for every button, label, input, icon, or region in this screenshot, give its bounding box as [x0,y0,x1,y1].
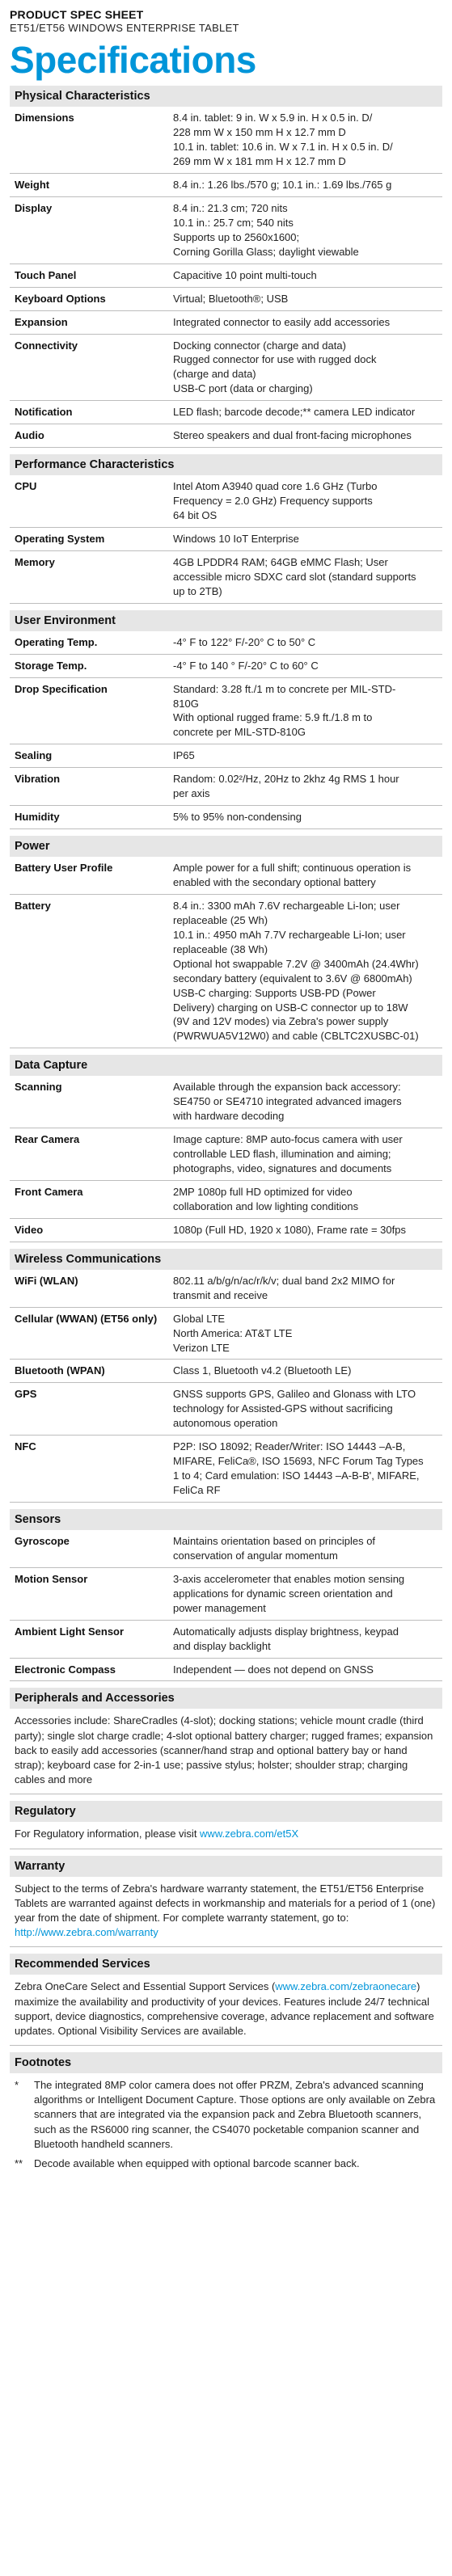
spec-label: Battery User Profile [15,862,113,875]
spec-value-line: replaceable (38 Wh) [173,942,268,955]
spec-label: Bluetooth (WPAN) [15,1364,105,1377]
regulatory-paragraph [10,1822,442,1849]
spec-row-bluetooth-wpan [10,1360,442,1383]
spec-value-line: Optional hot swappable 7.2V @ 3400mAh (24.4Whr) [173,957,419,970]
spec-value-line: Verizon LTE [173,1341,230,1354]
spec-value-line: Stereo speakers and dual front-facing microphones [173,429,412,442]
footnote-mark: * [15,2079,19,2092]
spec-label: Audio [15,429,44,442]
spec-value-line: power management [173,1601,266,1614]
spec-label: Display [15,201,53,214]
spec-value [173,748,442,763]
spec-value-line: collaboration and low lighting conditions [173,1199,359,1212]
spec-value-line: LED flash; barcode decode;** camera LED indicator [173,406,416,419]
spec-value-line: Intel Atom A3940 quad core 1.6 GHz (Turbo [173,480,378,493]
spec-value-line: accessible micro SDXC card slot (standard supports [173,570,416,583]
spec-row-dimensions [10,107,442,174]
spec-value-line: Maintains orientation based on principles of [173,1534,376,1547]
footnote-item [10,2073,442,2152]
spec-value-line: Docking connector (charge and data) [173,339,346,352]
spec-value [173,178,442,192]
spec-value-line: 810G [173,697,199,710]
section-header-regulatory: Regulatory [10,1801,442,1822]
services-link[interactable]: www.zebra.com/zebraonecare [275,1980,417,1993]
spec-value [173,479,442,523]
spec-row-sealing [10,744,442,768]
spec-row-motion-sensor [10,1568,442,1621]
spec-value [173,268,442,283]
spec-value-line: Supports up to 2560x1600; [173,230,300,243]
spec-label: Touch Panel [15,268,77,281]
spec-value [173,1223,442,1237]
spec-value-line: Virtual; Bluetooth®; USB [173,292,289,305]
spec-value-line: 64 bit OS [173,509,218,522]
spec-value-line: transmit and receive [173,1288,268,1301]
spec-label: Gyroscope [15,1534,70,1547]
spec-value-line: With optional rugged frame: 5.9 ft./1.8 m to [173,711,373,724]
spec-value [173,1625,442,1654]
spec-value-line: Global LTE [173,1312,226,1325]
spec-value [173,1534,442,1563]
spec-value-line: Integrated connector to easily add accessories [173,315,391,328]
services-text-after: ) maximize the availability and productivity of your devices. Features include 24/7 technical support, device diagnostics, comprehensive coverage, advance replacement and software updates. Optional Visibility Services are available. [15,1980,434,2037]
spec-value [173,201,442,259]
spec-value-line: 10.1 in. tablet: 10.6 in. W x 7.1 in. H x 0.5 in. D/ [173,141,393,154]
section-header-warranty: Warranty [10,1856,442,1877]
spec-value-line: Capacitive 10 point multi-touch [173,268,317,281]
section-header-data-capture: Data Capture [10,1055,442,1076]
spec-value-line: Automatically adjusts display brightness, keypad [173,1625,399,1638]
spec-label: CPU [15,480,37,493]
spec-value-line: 228 mm W x 150 mm H x 12.7 mm D [173,126,346,139]
spec-value-line: (PWRWUA5V12W0) and cable (CBLTC2XUSBC-01) [173,1030,419,1043]
spec-value-line: 10.1 in.: 4950 mAh 7.7V rechargeable Li-Ion; user [173,928,406,941]
spec-label: Cellular (WWAN) (ET56 only) [15,1312,158,1325]
spec-value-line: Frequency = 2.0 GHz) Frequency supports [173,495,373,508]
spec-value-line: Class 1, Bluetooth v4.2 (Bluetooth LE) [173,1364,352,1377]
spec-value-line: GNSS supports GPS, Galileo and Glonass with LTO [173,1388,416,1401]
spec-row-wifi-wlan [10,1270,442,1308]
section-header-performance-characteristics: Performance Characteristics [10,454,442,475]
spec-label: Weight [15,179,50,192]
spec-value [173,1185,442,1214]
spec-value-line: USB-C charging: Supports USB-PD (Power [173,986,376,999]
spec-value-line: -4° F to 122° F/-20° C to 50° C [173,635,316,648]
spec-value-line: Image capture: 8MP auto-focus camera with user [173,1133,403,1146]
spec-label: GPS [15,1388,37,1401]
spec-value-line: USB-C port (data or charging) [173,382,313,395]
spec-value [173,339,442,397]
spec-value [173,1440,442,1498]
spec-value-line: (9V and 12V modes) via Zebra's power supply [173,1015,389,1028]
spec-value-line: North America: AT&T LTE [173,1326,293,1339]
spec-value-line: IP65 [173,749,195,762]
spec-row-ambient-light-sensor [10,1621,442,1659]
spec-value-line: with hardware decoding [173,1110,285,1123]
spec-value [173,1132,442,1176]
spec-label: Motion Sensor [15,1572,88,1585]
spec-row-notification [10,401,442,424]
regulatory-link[interactable]: www.zebra.com/et5X [200,1828,299,1840]
spec-value-line: Ample power for a full shift; continuous operation is [173,862,412,875]
spec-label: Expansion [15,315,68,328]
section-header-wireless-communications: Wireless Communications [10,1249,442,1270]
spec-value [173,1364,442,1378]
footnote-text: Decode available when equipped with optional barcode scanner back. [34,2157,360,2170]
spec-row-battery-user-profile [10,857,442,895]
spec-row-electronic-compass [10,1659,442,1682]
spec-label: Video [15,1223,44,1236]
spec-label: Operating Temp. [15,635,98,648]
footnotes-list [10,2073,442,2171]
footnote-mark: ** [15,2157,23,2170]
spec-row-humidity [10,806,442,829]
spec-value-line: technology for Assisted-GPS without sacrificing [173,1402,393,1415]
spec-value-line: and display backlight [173,1639,271,1652]
spec-value [173,1312,442,1355]
spec-value-line: 269 mm W x 181 mm H x 12.7 mm D [173,155,346,168]
spec-value-line: secondary battery (equivalent to 3.6V @ 6800mAh) [173,972,412,984]
spec-label: Keyboard Options [15,292,106,305]
product-name: ET51/ET56 WINDOWS ENTERPRISE TABLET [10,22,239,34]
section-header-footnotes: Footnotes [10,2052,442,2073]
spec-label: Rear Camera [15,1133,80,1146]
spec-value-line: concrete per MIL-STD-810G [173,726,306,739]
spec-value-line: Standard: 3.28 ft./1 m to concrete per MIL-STD- [173,682,396,695]
spec-value-line: 8.4 in.: 1.26 lbs./570 g; 10.1 in.: 1.69 lbs./765 g [173,179,392,192]
warranty-paragraph [10,1877,442,1948]
spec-label: Operating System [15,532,105,545]
section-header-power: Power [10,836,442,857]
spec-label: Storage Temp. [15,659,87,672]
spec-value-line: controllable LED flash, illumination and aiming; [173,1148,391,1161]
spec-value-line: (charge and data) [173,368,256,381]
spec-value-line: 1080p (Full HD, 1920 x 1080), Frame rate = 30fps [173,1223,406,1236]
spec-value [173,405,442,419]
spec-value-line: photographs, video, signatures and documents [173,1162,392,1175]
spec-value [173,772,442,801]
spec-label: Dimensions [15,112,74,124]
spec-sections [10,86,442,1681]
spec-value-line: 8.4 in.: 3300 mAh 7.6V rechargeable Li-Ion; user [173,899,400,912]
spec-value [173,861,442,890]
spec-row-display [10,197,442,264]
section-header-user-environment: User Environment [10,610,442,631]
spec-value-line: applications for dynamic screen orientation and [173,1587,393,1600]
spec-value-line: 8.4 in.: 21.3 cm; 720 nits [173,201,288,214]
spec-value-line: up to 2TB) [173,584,222,597]
footnote-item [10,2152,442,2171]
spec-value-line: 8.4 in. tablet: 9 in. W x 5.9 in. H x 0.5 in. D/ [173,112,373,124]
spec-value [173,428,442,443]
spec-value [173,635,442,650]
spec-value [173,555,442,599]
spec-value [173,1663,442,1677]
spec-value-line: 2MP 1080p full HD optimized for video [173,1185,353,1198]
regulatory-text: For Regulatory information, please visit [15,1828,201,1840]
spec-row-weight [10,174,442,197]
spec-row-front-camera [10,1181,442,1219]
spec-value-line: 5% to 95% non-condensing [173,811,302,824]
section-header-physical-characteristics: Physical Characteristics [10,86,442,107]
spec-row-drop-specification [10,678,442,745]
peripherals-text: Accessories include: ShareCradles (4-slot); docking stations; vehicle mount cradle (third party); single slot charge cradle; 4-slot optional battery charger; rugged frames; expansion back to easily add accessories (scanner/hand strap and optional battery bay or hand strap); keyboard case for 2-in-1 use; passive stylus; holster; shoulder strap; charging cables and more [10,1709,442,1794]
spec-value-line: 802.11 a/b/g/n/ac/r/k/v; dual band 2x2 MIMO for [173,1274,395,1287]
spec-row-operating-temp [10,631,442,655]
spec-value-line: Rugged connector for use with rugged dock [173,353,377,366]
spec-value [173,1274,442,1303]
spec-row-gps [10,1383,442,1436]
spec-row-gyroscope [10,1530,442,1568]
spec-value-line: enabled with the secondary optional battery [173,876,376,889]
section-header-services: Recommended Services [10,1954,442,1975]
spec-row-operating-system [10,528,442,551]
spec-value [173,659,442,673]
spec-value-line: 10.1 in.: 25.7 cm; 540 nits [173,216,294,229]
spec-value-line: per axis [173,787,210,800]
spec-label: Battery [15,899,51,912]
spec-row-vibration [10,768,442,806]
spec-value-line: Independent — does not depend on GNSS [173,1663,374,1676]
spec-value [173,1387,442,1431]
spec-value-line: Random: 0.02²/Hz, 20Hz to 2khz 4g RMS 1 hour [173,773,399,786]
spec-value-line: 3-axis accelerometer that enables motion sensing [173,1572,405,1585]
spec-row-cellular-wwan-et56-only [10,1308,442,1360]
section-header-sensors: Sensors [10,1509,442,1530]
spec-label: NFC [15,1440,36,1453]
spec-row-storage-temp [10,655,442,678]
spec-label: Memory [15,555,55,568]
spec-value [173,315,442,330]
spec-row-connectivity [10,335,442,402]
spec-label: Ambient Light Sensor [15,1625,125,1638]
spec-value-line: -4° F to 140 ° F/-20° C to 60° C [173,659,319,672]
page-title: Specifications [10,39,256,81]
spec-value [173,682,442,740]
spec-label: Humidity [15,811,60,824]
spec-row-keyboard-options [10,288,442,311]
spec-value-line: conservation of angular momentum [173,1549,338,1562]
spec-row-scanning [10,1076,442,1128]
spec-value [173,1572,442,1616]
spec-row-battery [10,895,442,1048]
spec-row-expansion [10,311,442,335]
spec-label: Sealing [15,749,53,762]
footnote-text: The integrated 8MP color camera does not offer PRZM, Zebra's advanced scanning algorithms or Intelligent Document Capture. Those options are only available on Zebra scanners that are integrated via the expansion pack and Zebra Bluetooth scanners, such as the RS6000 ring scanner, the CS4070 pocketable companion scanner and Bluetooth handheld scanners. [34,2079,436,2150]
warranty-link[interactable]: http://www.zebra.com/warranty [15,1926,158,1939]
services-paragraph [10,1975,442,2046]
spec-row-rear-camera [10,1128,442,1181]
spec-value-line: SE4750 or SE4710 integrated advanced imagers [173,1095,402,1108]
spec-value [173,111,442,169]
section-header-peripherals: Peripherals and Accessories [10,1688,442,1709]
spec-label: Connectivity [15,339,78,352]
spec-value [173,532,442,546]
spec-row-video [10,1219,442,1242]
spec-value [173,1080,442,1124]
spec-value-line: Delivery) charging on USB-C connector up to 18W [173,1001,408,1014]
spec-value-line: Corning Gorilla Glass; daylight viewable [173,245,359,258]
spec-value [173,899,442,1043]
spec-row-nfc [10,1436,442,1503]
spec-value-line: Available through the expansion back accessory: [173,1081,401,1094]
spec-value-line: FeliCa RF [173,1484,221,1497]
spec-value [173,292,442,306]
spec-value-line: P2P: ISO 18092; Reader/Writer: ISO 14443 –A-B, [173,1440,406,1453]
spec-label: Front Camera [15,1185,83,1198]
spec-row-audio [10,424,442,448]
spec-label: Scanning [15,1081,62,1094]
spec-label: Electronic Compass [15,1663,116,1676]
services-text-before: Zebra OneCare Select and Essential Support Services ( [15,1980,276,1993]
spec-value-line: replaceable (25 Wh) [173,913,268,926]
spec-value-line: Windows 10 IoT Enterprise [173,532,299,545]
doc-type-label: PRODUCT SPEC SHEET [10,8,144,21]
spec-label: Drop Specification [15,682,108,695]
spec-value-line: autonomous operation [173,1417,278,1430]
spec-value-line: 4GB LPDDR4 RAM; 64GB eMMC Flash; User [173,555,388,568]
spec-label: Notification [15,406,73,419]
spec-label: Vibration [15,773,61,786]
spec-value-line: MIFARE, FeliCa®, ISO 15693, NFC Forum Tag Types [173,1455,424,1468]
spec-label: WiFi (WLAN) [15,1274,78,1287]
spec-row-cpu [10,475,442,528]
spec-value-line: 1 to 4; Card emulation: ISO 14443 –A-B-B', MIFARE, [173,1469,420,1482]
spec-row-memory [10,551,442,604]
spec-row-touch-panel [10,264,442,288]
spec-value [173,810,442,824]
warranty-text: Subject to the terms of Zebra's hardware warranty statement, the ET51/ET56 Enterprise Tablets are warranted against defects in workmanship and materials for a period of 1 (one) year from the date of shipment. For complete warranty statement, go to: [15,1882,436,1924]
